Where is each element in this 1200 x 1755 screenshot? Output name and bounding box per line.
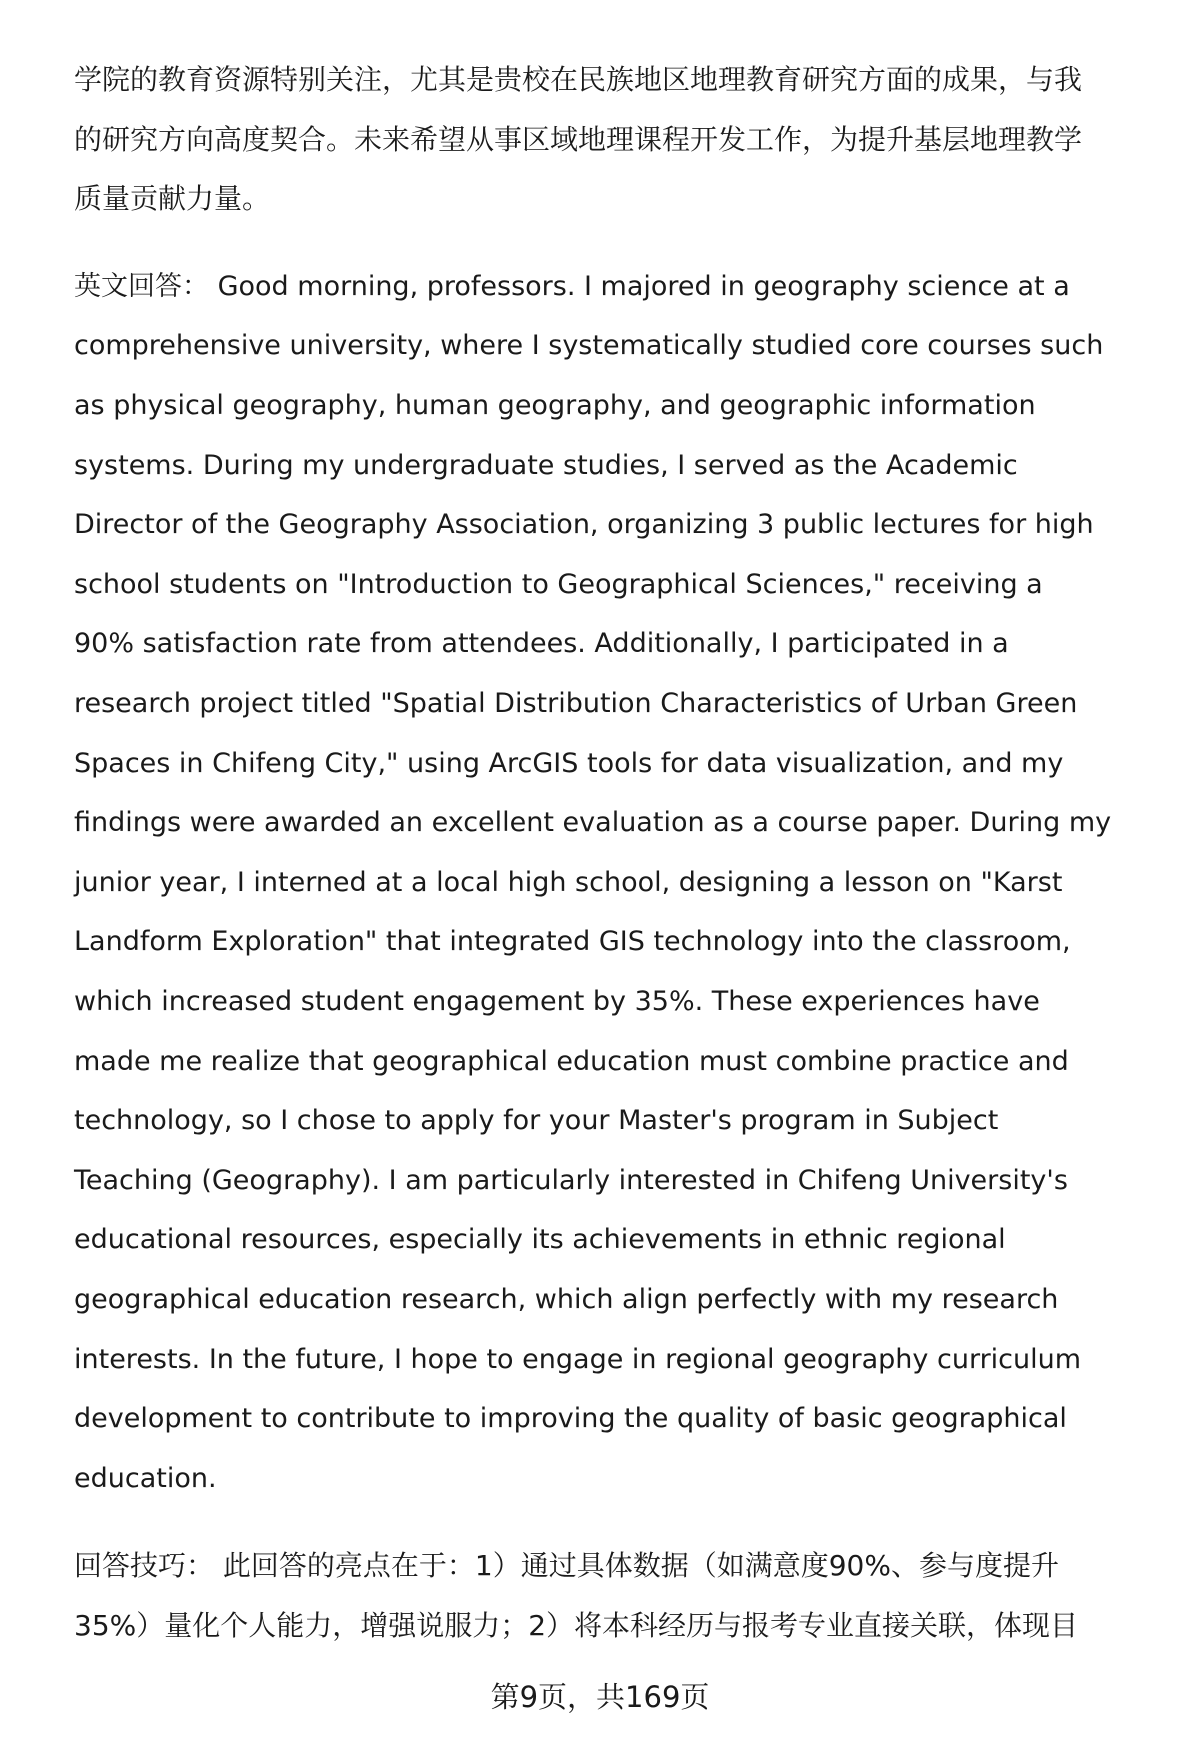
- chinese-paragraph-line: 学院的教育资源特别关注，尤其是贵校在民族地区地理教育研究方面的成果，与我: [74, 63, 1083, 96]
- english-answer-line: 英文回答： Good morning, professors. I majored in geography science at a: [74, 270, 1070, 302]
- english-answer-line: Teaching (Geography). I am particularly interested in Chifeng University's: [74, 1164, 1068, 1196]
- english-answer-line: school students on "Introduction to Geographical Sciences," receiving a: [74, 568, 1043, 600]
- page-number: 第9页，共169页: [490, 1680, 710, 1714]
- answer-tips-line: 回答技巧： 此回答的亮点在于：1）通过具体数据（如满意度90%、参与度提升: [74, 1549, 1059, 1583]
- chinese-paragraph-line: 质量贡献力量。: [74, 182, 271, 216]
- english-answer-line: geographical education research, which align perfectly with my research: [74, 1284, 1059, 1315]
- english-answer-line: Director of the Geography Association, organizing 3 public lectures for high: [74, 509, 1094, 541]
- english-answer-line: interests. In the future, I hope to engage in regional geography curriculum: [74, 1343, 1082, 1375]
- english-answer-line: development to contribute to improving the quality of basic geographical: [74, 1403, 1067, 1435]
- english-answer-line: findings were awarded an excellent evaluation as a course paper. During my: [74, 807, 1112, 839]
- english-answer-line: technology, so I chose to apply for your Master's program in Subject: [74, 1105, 999, 1137]
- answer-tips-line: 35%）量化个人能力，增强说服力；2）将本科经历与报考专业直接关联，体现目: [74, 1609, 1079, 1642]
- english-answer-line: systems. During my undergraduate studies, I served as the Academic: [74, 449, 1018, 481]
- english-answer-line: comprehensive university, where I systematically studied core courses such: [74, 330, 1104, 362]
- english-answer-line: as physical geography, human geography, and geographic information: [74, 390, 1036, 421]
- english-answer-line: made me realize that geographical education must combine practice and: [74, 1045, 1069, 1077]
- english-answer-line: education.: [74, 1462, 217, 1494]
- english-answer-line: educational resources, especially its achievements in ethnic regional: [74, 1224, 1006, 1256]
- english-answer-line: Spaces in Chifeng City," using ArcGIS tools for data visualization, and my: [74, 747, 1064, 779]
- english-answer-line: which increased student engagement by 35%. These experiences have: [74, 986, 1040, 1017]
- english-answer-line: research project titled "Spatial Distribution Characteristics of Urban Green: [74, 688, 1078, 719]
- english-answer-line: junior year, I interned at a local high school, designing a lesson on "Karst: [74, 866, 1063, 898]
- english-answer-line: Landform Exploration" that integrated GIS technology into the classroom,: [74, 926, 1071, 958]
- english-answer-line: 90% satisfaction rate from attendees. Additionally, I participated in a: [74, 628, 1009, 660]
- chinese-paragraph-line: 的研究方向高度契合。未来希望从事区域地理课程开发工作，为提升基层地理教学: [74, 122, 1083, 156]
